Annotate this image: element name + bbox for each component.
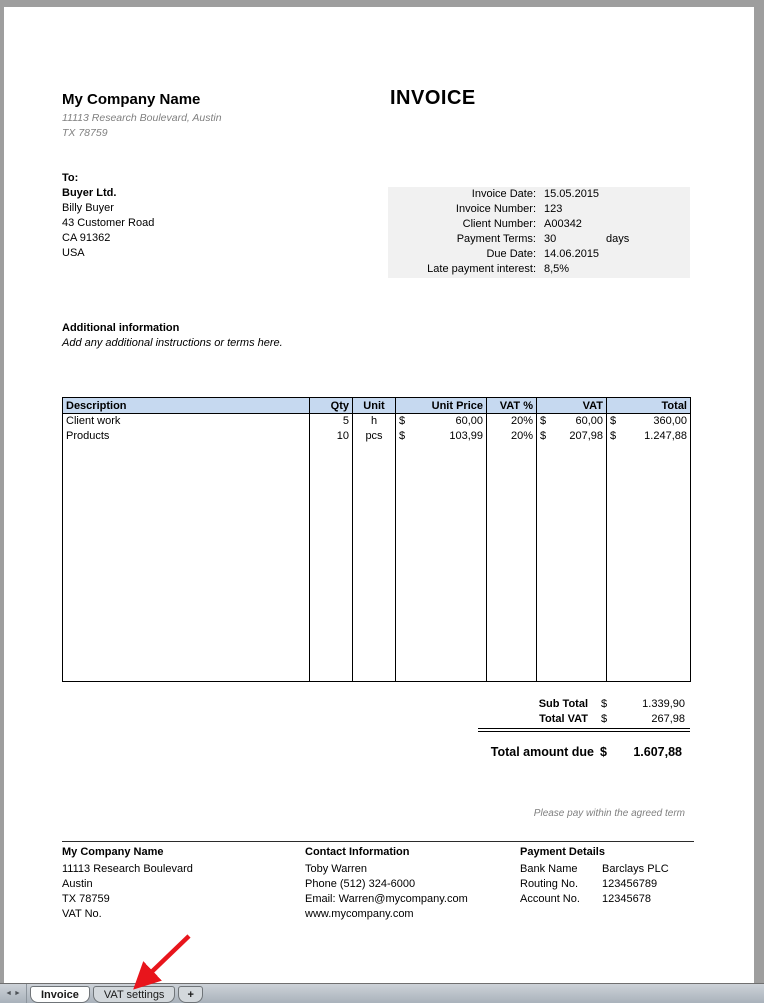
footer-contact-column — [305, 845, 468, 922]
total-vat-value: 267,98 — [651, 713, 685, 725]
routing-no-label: Routing No. — [520, 878, 579, 890]
table-row — [63, 414, 691, 430]
table-row — [63, 429, 691, 444]
detail-label: Client Number: — [462, 218, 536, 230]
detail-value[interactable]: 8,5% — [544, 263, 570, 275]
footer-payment-heading: Payment Details — [520, 846, 605, 858]
routing-no-value: 123456789 — [602, 878, 658, 890]
currency-symbol: $ — [540, 430, 547, 442]
grand-total-row — [478, 744, 690, 760]
account-no-value: 12345678 — [602, 893, 651, 905]
tab-scroll-right-icon[interactable]: ► — [14, 990, 21, 997]
footer-company-heading: My Company Name — [62, 846, 164, 858]
bank-name-value: Barclays PLC — [602, 863, 669, 875]
currency-symbol: $ — [600, 745, 607, 759]
sheet-tab-bar — [0, 983, 764, 1003]
sheet-tab-vat-settings[interactable]: VAT settings — [93, 986, 176, 1003]
footer-company-line: 11113 Research Boulevard — [62, 863, 193, 875]
currency-symbol: $ — [610, 415, 617, 427]
column-header-unit: Unit — [353, 398, 396, 414]
column-header-unit-price: Unit Price — [396, 398, 487, 414]
recipient-to-label: To: — [62, 172, 79, 184]
bank-name-label: Bank Name — [520, 863, 578, 875]
tab-scroll-left-icon[interactable]: ◄ — [5, 990, 12, 997]
detail-row — [388, 202, 690, 217]
column-header-vat: VAT — [537, 398, 607, 414]
grand-total-value: 1.607,88 — [633, 745, 682, 759]
footer-payment-column — [520, 845, 669, 907]
footer-company-line: VAT No. — [62, 908, 102, 920]
add-sheet-tab[interactable]: + — [178, 986, 202, 1003]
cell-description[interactable]: Products — [63, 429, 310, 444]
detail-value[interactable]: 15.05.2015 — [544, 188, 600, 200]
company-name: My Company Name — [62, 91, 201, 108]
grand-total-label: Total amount due — [490, 745, 594, 759]
invoice-details-box — [388, 187, 690, 278]
subtotal-label: Sub Total — [538, 698, 588, 710]
cell-qty[interactable]: 5 — [310, 414, 353, 430]
totals-block — [478, 697, 690, 760]
column-header-qty: Qty — [310, 398, 353, 414]
cell-vat[interactable] — [537, 429, 607, 444]
totals-divider — [478, 728, 690, 732]
recipient-line[interactable]: USA — [62, 247, 85, 259]
cell-vat[interactable] — [537, 414, 607, 430]
cell-qty[interactable]: 10 — [310, 429, 353, 444]
detail-row — [388, 217, 690, 232]
detail-extra — [606, 187, 690, 202]
recipient-line[interactable]: 43 Customer Road — [62, 217, 155, 229]
subtotal-value: 1.339,90 — [642, 698, 685, 710]
cell-description[interactable]: Client work — [63, 414, 310, 430]
footer-company-line: Austin — [62, 878, 93, 890]
total-vat-label: Total VAT — [539, 713, 588, 725]
additional-info-note[interactable]: Add any additional instructions or terms here. — [62, 337, 283, 349]
detail-row — [388, 187, 690, 202]
tab-scroll-controls — [0, 984, 27, 1003]
detail-label: Late payment interest: — [427, 263, 536, 275]
unit-price-value: 60,00 — [455, 415, 483, 427]
cell-unit-price[interactable] — [396, 414, 487, 430]
cell-total[interactable] — [607, 414, 691, 430]
footer-company-line: TX 78759 — [62, 893, 110, 905]
total-value: 360,00 — [653, 415, 687, 427]
detail-value[interactable]: 14.06.2015 — [544, 248, 600, 260]
detail-row — [388, 247, 690, 262]
column-header-total: Total — [607, 398, 691, 414]
currency-symbol: $ — [610, 430, 617, 442]
footer-divider — [62, 841, 694, 842]
currency-symbol: $ — [601, 698, 608, 710]
footer-contact-line: Phone (512) 324-6000 — [305, 878, 416, 890]
account-no-label: Account No. — [520, 893, 580, 905]
cell-unit-price[interactable] — [396, 429, 487, 444]
cell-unit[interactable]: h — [353, 414, 396, 430]
column-header-description: Description — [63, 398, 310, 414]
subtotal-row — [478, 697, 690, 712]
payment-terms-note: Please pay within the agreed term — [533, 808, 685, 819]
recipient-name[interactable]: Buyer Ltd. — [62, 187, 117, 199]
detail-label: Due Date: — [486, 248, 536, 260]
line-items-table — [62, 397, 691, 682]
unit-price-value: 103,99 — [449, 430, 483, 442]
cell-unit[interactable]: pcs — [353, 429, 396, 444]
detail-extra — [606, 217, 690, 232]
recipient-line[interactable]: CA 91362 — [62, 232, 111, 244]
footer-payment-row — [520, 877, 669, 892]
currency-symbol: $ — [399, 415, 406, 427]
vat-value: 60,00 — [575, 415, 603, 427]
recipient-line[interactable]: Billy Buyer — [62, 202, 114, 214]
table-header-row — [63, 398, 691, 414]
cell-total[interactable] — [607, 429, 691, 444]
footer-contact-line: Email: Warren@mycompany.com — [305, 893, 468, 905]
currency-symbol: $ — [540, 415, 547, 427]
detail-row — [388, 232, 690, 247]
cell-vat-pct[interactable]: 20% — [487, 429, 537, 444]
detail-row — [388, 262, 690, 277]
detail-label: Payment Terms: — [456, 233, 536, 245]
company-address-line1: 11113 Research Boulevard, Austin — [62, 112, 222, 124]
currency-symbol: $ — [399, 430, 406, 442]
total-value: 1.247,88 — [644, 430, 687, 442]
footer-company-column — [62, 845, 193, 922]
detail-label: Invoice Date: — [471, 188, 536, 200]
recipient-block — [62, 171, 154, 261]
footer-payment-row — [520, 862, 669, 877]
detail-extra: days — [606, 233, 630, 245]
detail-value[interactable]: A00342 — [544, 218, 582, 230]
footer-contact-heading: Contact Information — [305, 846, 410, 858]
company-address-line2: TX 78759 — [62, 127, 108, 139]
cell-vat-pct[interactable]: 20% — [487, 414, 537, 430]
detail-value[interactable]: 123 — [544, 203, 563, 215]
vat-value: 207,98 — [569, 430, 603, 442]
total-vat-row — [478, 712, 690, 727]
detail-extra — [606, 202, 690, 217]
detail-extra — [606, 247, 690, 262]
footer-contact-line: www.mycompany.com — [305, 908, 414, 920]
detail-label: Invoice Number: — [455, 203, 536, 215]
invoice-title: INVOICE — [390, 87, 476, 109]
column-header-vat-pct: VAT % — [487, 398, 537, 414]
sheet-tab-invoice[interactable]: Invoice — [30, 986, 90, 1003]
additional-info-heading: Additional information — [62, 322, 180, 334]
footer-contact-line: Toby Warren — [305, 863, 367, 875]
detail-value[interactable]: 30 — [544, 233, 557, 245]
footer-payment-row — [520, 892, 669, 907]
currency-symbol: $ — [601, 713, 608, 725]
detail-extra — [606, 262, 690, 277]
empty-table-rows[interactable] — [63, 444, 691, 681]
